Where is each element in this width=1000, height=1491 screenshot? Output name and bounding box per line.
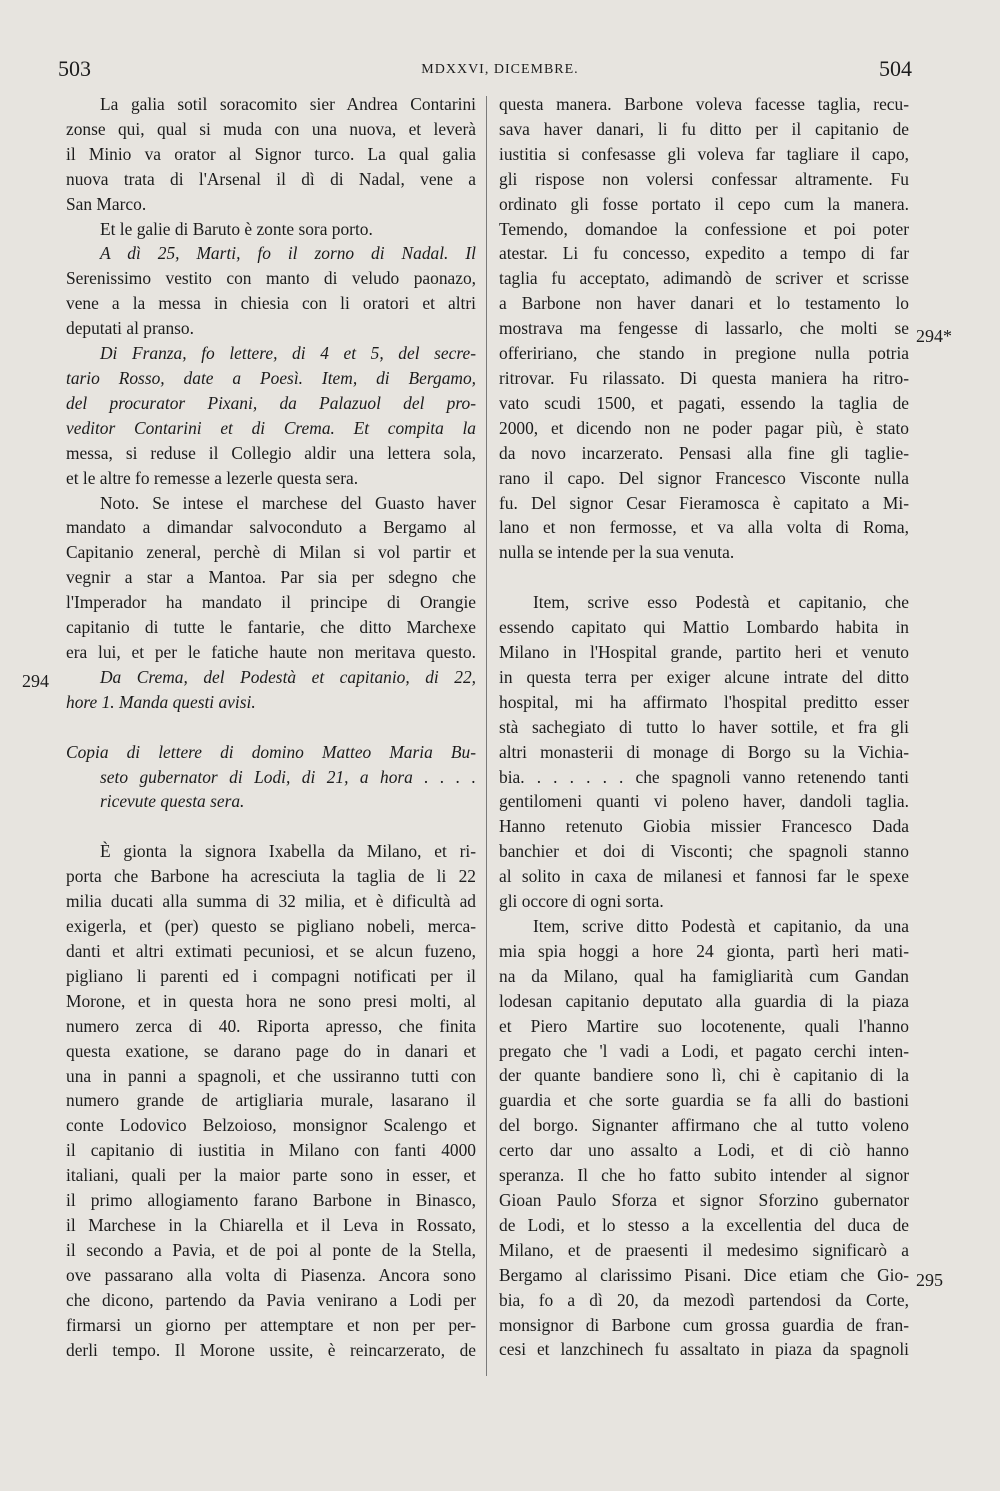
text-line: deputati al pranso. xyxy=(66,318,194,339)
text-line: messa, si reduse il Collegio aldir una lettera sola, xyxy=(66,442,476,463)
text-line: Capitanio zeneral, perchè di Milan si vol partir et xyxy=(66,542,476,563)
text-line: banchier et doi di Visconti; che spagnoli stanno xyxy=(499,841,909,862)
right-column xyxy=(499,92,909,1362)
text-line: La galia sotil soracomito sier Andrea Contarini xyxy=(100,94,476,114)
text-line: questa exatione, se darano page do in danari et xyxy=(66,1040,476,1061)
text-line: altri monasterii di monage di Borgo su la Vichia- xyxy=(499,741,909,762)
text-line: in questa terra per exiger alcune intrate del ditto xyxy=(499,666,909,687)
text-line: il Marchese in la Chiarella et il Leva in Rossato, xyxy=(66,1214,476,1235)
text-line: der quante bandiere sono lì, chi è capitanio di la xyxy=(499,1065,909,1086)
text-line: guardia et che sorte guardia se fa alli do bastioni xyxy=(499,1090,909,1111)
text-line: bia. . . . . . . che spagnoli vanno retenendo tanti xyxy=(499,766,909,787)
page-header xyxy=(0,52,1000,88)
text-line: Milano, et de praesenti il medesimo significarò a xyxy=(499,1239,909,1260)
text-line: il capitanio di iustitia in Milano con fanti 4000 xyxy=(66,1140,476,1161)
page-number-right: 504 xyxy=(879,56,912,81)
text-line: del procurator Pixani, da Palazuol del pro- xyxy=(66,392,476,413)
text-line: Item, scrive ditto Podestà et capitanio, da una xyxy=(533,916,909,936)
text-line: pregato che 'l vadi a Lodi, et pagato cerchi inten- xyxy=(499,1040,909,1061)
text-line: firmarsi un giorno per attemptare et non per per- xyxy=(66,1314,476,1335)
text-line: mia spia hoggi a hore 24 gionta, partì heri mati- xyxy=(499,940,909,961)
text-line: nuova trata di l'Arsenal il dì di Nadal, vene a xyxy=(66,168,476,189)
text-line: taglia fu acceptato, adimandò de scriver et scrisse xyxy=(499,268,909,289)
text-line: ritrovar. Fu rilassato. Di questa maniera ha ritro- xyxy=(499,367,909,388)
text-line: offeririano, che stando in pregione nulla potria xyxy=(499,343,909,364)
text-line: zonse qui, qual si muda con una nuova, et leverà xyxy=(66,118,476,139)
text-line: Morone, et in questa hora ne sono presi molti, al xyxy=(66,990,476,1011)
text-line: et le altre fo remesse a lezerle questa sera. xyxy=(66,467,359,488)
text-line: numero zerca di 40. Riporta apresso, che finita xyxy=(66,1015,476,1036)
margin-note-right-295: 295 xyxy=(916,1270,943,1290)
text-line: danti et altri extimati pecuniosi, et se alcun fuzeno, xyxy=(66,941,476,961)
text-line: al solito in caxa de milanesi et fannosi far le spexe xyxy=(499,866,909,887)
text-line: vegnir a star a Mantoa. Par sia per sdegno che xyxy=(66,567,476,588)
text-line: ove passarano alla volta di Piasenza. Ancora sono xyxy=(66,1264,476,1285)
margin-note-right-294: 294* xyxy=(916,326,952,346)
text-line: conte Lodovico Belzoioso, monsignor Scalengo et xyxy=(66,1115,476,1136)
text-line: Gioan Paulo Sforza et signor Sforzino gubernator xyxy=(499,1189,909,1210)
text-line: na da Milano, qual ha famigliarità cum Gandan xyxy=(499,965,909,986)
text-line: ordinato gli fosse portato il cepo cum la manera. xyxy=(499,193,909,214)
text-line: et Piero Martire suo locotenente, quali l'hanno xyxy=(499,1015,909,1036)
text-line: essendo capitato qui Mattio Lombardo habita in xyxy=(499,617,909,638)
text-line: San Marco. xyxy=(66,193,147,214)
text-line: atestar. Li fu concesso, expedito a tempo di far xyxy=(499,243,909,264)
text-line: 2000, et dicendo non ne poder pagar più, è stato xyxy=(499,417,909,438)
text-line: iustitia si confesasse gli voleva far tagliare il capo, xyxy=(499,143,909,164)
margin-note-left: 294 xyxy=(22,671,49,691)
text-line: era lui, et per le fatiche haute non meritava questo. xyxy=(66,641,476,662)
text-line: milia ducati alla summa di 32 milia, et è dificultà ad xyxy=(66,891,476,912)
text-line: a Barbone non haver danari et lo testamento lo xyxy=(499,293,909,314)
text-line: tario Rosso, date a Poesì. Item, di Bergamo, xyxy=(66,367,476,388)
text-line: il Minio va orator al Signor turco. La qual galia xyxy=(66,143,476,164)
text-line: che dicono, partendo da Pavia venirano a Lodi per xyxy=(66,1289,476,1310)
text-line: pigliano li parenti ed i compagni notificati per il xyxy=(66,965,476,986)
text-line: porta che Barbone ha acresciuta la taglia de li 22 xyxy=(66,866,476,887)
paragraph-gap xyxy=(499,565,909,590)
text-line: certo dar uno assalto a Lodi, et di ciò hanno xyxy=(499,1140,909,1161)
text-line: del borgo. Signanter affirmano che al tutto voleno xyxy=(499,1115,909,1136)
text-line: È gionta la signora Ixabella da Milano, et ri- xyxy=(100,841,476,862)
text-line: gli rispose non volersi confessar altramente. Fu xyxy=(499,168,909,189)
text-line: Da Crema, del Podestà et capitanio, di 22, xyxy=(100,666,476,687)
text-line: derli tempo. Il Morone ussite, è reincarzerato, de xyxy=(66,1339,476,1360)
text-line: de Lodi, et lo stesso a la excellentia del duca de xyxy=(499,1214,909,1235)
paragraph-gap xyxy=(66,814,476,839)
running-title: MDXXVI, DICEMBRE. xyxy=(421,62,579,77)
text-line: Hanno retenuto Giobia missier Francesco Dada xyxy=(499,816,909,837)
text-line: capitanio di tutte le fantarie, che ditto Marchexe xyxy=(66,617,476,638)
text-line: bia, fo a dì 20, da mezodì partendosi da Corte, xyxy=(499,1289,909,1310)
text-line: numero grande de artigliaria murale, lasarano il xyxy=(66,1090,476,1111)
text-line: mostrava ma fengesse di lassarlo, che molti se xyxy=(499,318,909,339)
text-line: Serenissimo vestito con manto di veludo paonazo, xyxy=(66,268,476,289)
text-line: hore 1. Manda questi avisi. xyxy=(66,691,256,712)
text-line: Temendo, domandoe la confessione et poi poter xyxy=(499,218,909,239)
text-line: Noto. Se intese el marchese del Guasto haver xyxy=(100,492,476,513)
text-line: italiani, quali per la maior parte sono in esser, et xyxy=(66,1165,476,1186)
text-line: ricevute questa sera. xyxy=(100,791,245,812)
text-line: speranza. Il che ho fatto subito intender al signor xyxy=(499,1165,909,1186)
text-line: vene a la messa in chiesia con li oratori et altri xyxy=(66,293,476,314)
text-line: Di Franza, fo lettere, di 4 et 5, del secre- xyxy=(100,343,476,364)
text-line: gentilomeni quanti vi poleno haver, dandoli taglia. xyxy=(499,791,909,812)
paragraph-gap xyxy=(66,715,476,740)
text-line: Copia di lettere di domino Matteo Maria Bu- xyxy=(66,741,476,762)
text-line: hospital, mi ha affirmato l'hospital preditto esser xyxy=(499,691,909,712)
text-line: Et le galie di Baruto è zonte sora porto. xyxy=(100,218,373,239)
text-line: nulla se intende per la sua venuta. xyxy=(499,542,735,563)
text-line: seto gubernator di Lodi, di 21, a hora . . . . xyxy=(100,766,476,787)
page-number-left: 503 xyxy=(58,56,91,81)
text-line: Item, scrive esso Podestà et capitanio, che xyxy=(533,592,909,613)
text-line: vato scudi 1500, et pagati, essendo la taglia de xyxy=(499,392,909,413)
text-line: il secondo a Pavia, et de poi al ponte de la Stella, xyxy=(66,1239,476,1260)
text-line: l'Imperador ha mandato il principe di Orangie xyxy=(66,592,476,613)
text-line: cesi et lanzchinech fu assaltato in piaza da spagnoli xyxy=(499,1339,909,1360)
text-line: monsignor di Barbone cum grossa guardia de fran- xyxy=(499,1314,909,1335)
text-line: rano il capo. Del signor Francesco Visconte nulla xyxy=(499,467,909,488)
left-column xyxy=(66,92,476,1362)
text-line: il primo allogiamento farano Barbone in Binasco, xyxy=(66,1190,476,1211)
text-line: sava haver danari, li fu ditto per il capitanio de xyxy=(499,118,909,139)
text-line: stà sachegiato di tutto lo haver sottile, et fra gli xyxy=(499,716,909,737)
text-line: Bergamo al clarissimo Pisani. Dice etiam che Gio- xyxy=(499,1264,909,1285)
column-divider xyxy=(486,96,487,1376)
text-line: una in panni a spagnoli, et che ussiranno tutti con xyxy=(66,1065,476,1086)
text-line: fu. Del signor Cesar Fieramosca è capitato a Mi- xyxy=(499,492,909,513)
text-line: mandato a dimandar salvoconduto a Bergamo al xyxy=(66,517,476,538)
text-line: da novo incarzerato. Pensasi alla fine gli taglie- xyxy=(499,442,909,463)
text-line: exigerla, et (per) questo se pigliano nobeli, merca- xyxy=(66,916,476,937)
text-line: A dì 25, Marti, fo il zorno di Nadal. Il xyxy=(100,243,476,264)
text-line: lano et non fermosse, et va alla volta di Roma, xyxy=(499,517,909,538)
text-line: Milano in l'Hospital grande, partito heri et venuto xyxy=(499,642,909,663)
text-line: lodesan capitanio deputato alla guardia di la piaza xyxy=(499,990,909,1011)
text-line: veditor Contarini et di Crema. Et compita la xyxy=(66,417,476,438)
text-line: gli occore di ogni sorta. xyxy=(499,891,664,912)
text-line: questa manera. Barbone voleva facesse taglia, recu- xyxy=(499,94,909,114)
